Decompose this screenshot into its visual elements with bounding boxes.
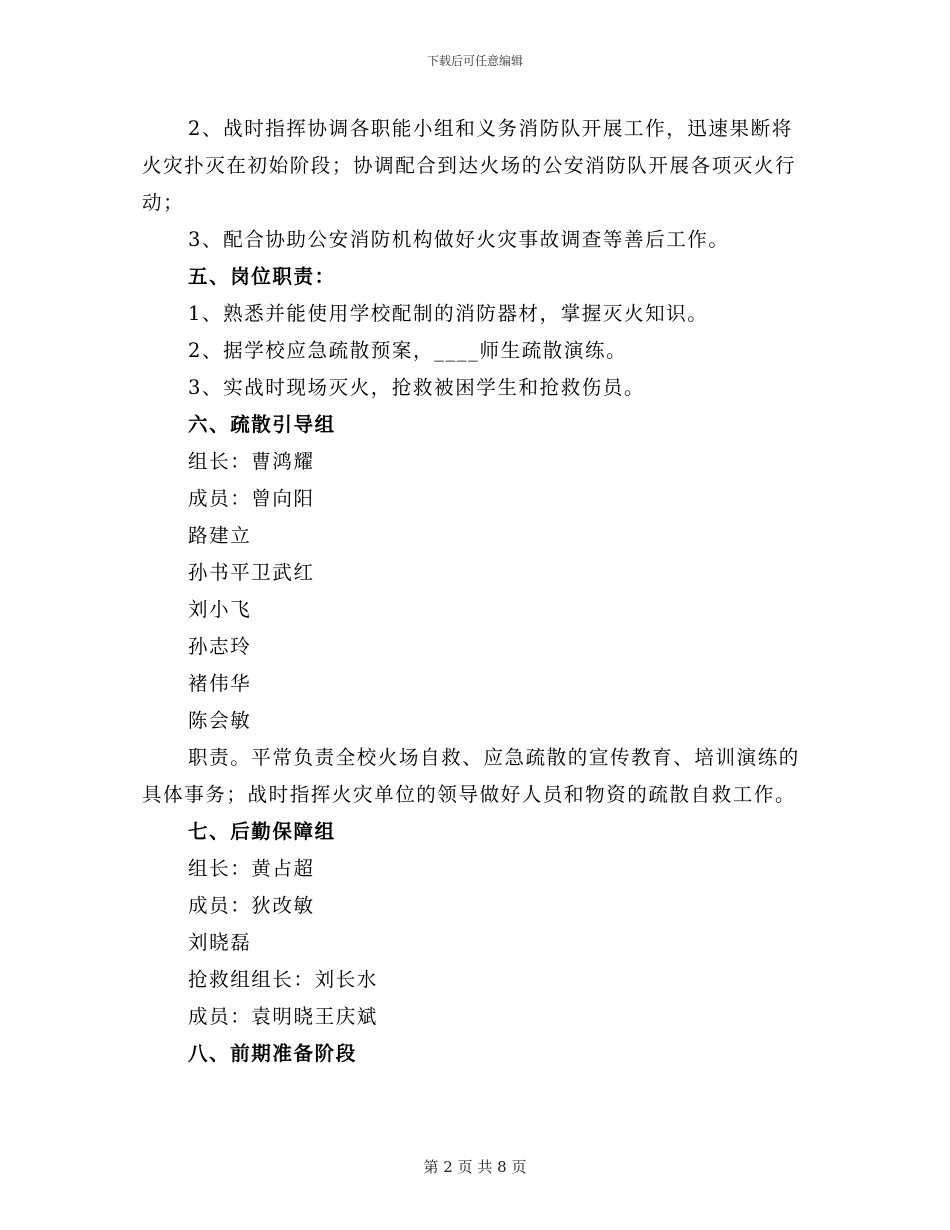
paragraph-command-coordination: 2、战时指挥协调各职能小组和义务消防队开展工作，迅速果断将火灾扑灭在初始阶段；协调配合到达火场的公安消防队开展各项灭火行动； <box>142 117 797 214</box>
logistics-member: 刘晓磊 <box>188 931 252 954</box>
evacuation-member: 刘小飞 <box>188 598 252 621</box>
logistics-leader: 组长：黄占超 <box>188 857 315 880</box>
section-heading-logistics-group: 七、后勤保障组 <box>188 820 336 843</box>
logistics-member: 成员：狄改敏 <box>188 894 315 917</box>
section-heading-evacuation-group: 六、疏散引导组 <box>188 413 336 436</box>
evacuation-member: 孙书平卫武红 <box>188 561 315 584</box>
section-heading-preparation-phase: 八、前期准备阶段 <box>188 1042 357 1065</box>
section-heading-duties: 五、岗位职责： <box>188 265 336 288</box>
evacuation-member: 孙志玲 <box>188 635 252 658</box>
rescue-group-members: 成员：袁明晓王庆斌 <box>188 1005 378 1028</box>
evacuation-member: 成员：曾向阳 <box>188 487 315 510</box>
duty-item-1: 1、熟悉并能使用学校配制的消防器材，掌握灭火知识。 <box>188 302 709 325</box>
evacuation-member: 路建立 <box>188 524 252 547</box>
document-body <box>142 110 810 1072</box>
evacuation-member: 陈会敏 <box>188 709 252 732</box>
paragraph-evacuation-duties: 职责。平常负责全校火场自救、应急疏散的宣传教育、培训演练的具体事务；战时指挥火灾单位的领导做好人员和物资的疏散自救工作。 <box>142 746 800 806</box>
page-header-note: 下载后可任意编辑 <box>426 54 523 68</box>
duty-item-3: 3、实战时现场灭火，抢救被困学生和抢救伤员。 <box>188 376 646 399</box>
evacuation-leader: 组长：曹鸿耀 <box>188 450 315 473</box>
paragraph-aftermath: 3、配合协助公安消防机构做好火灾事故调查等善后工作。 <box>188 228 730 251</box>
page-number: 第 2 页 共 8 页 <box>423 1158 527 1176</box>
evacuation-member: 褚伟华 <box>188 672 252 695</box>
rescue-group-leader: 抢救组组长：刘长水 <box>188 968 378 991</box>
duty-item-2: 2、据学校应急疏散预案，____师生疏散演练。 <box>188 339 628 362</box>
